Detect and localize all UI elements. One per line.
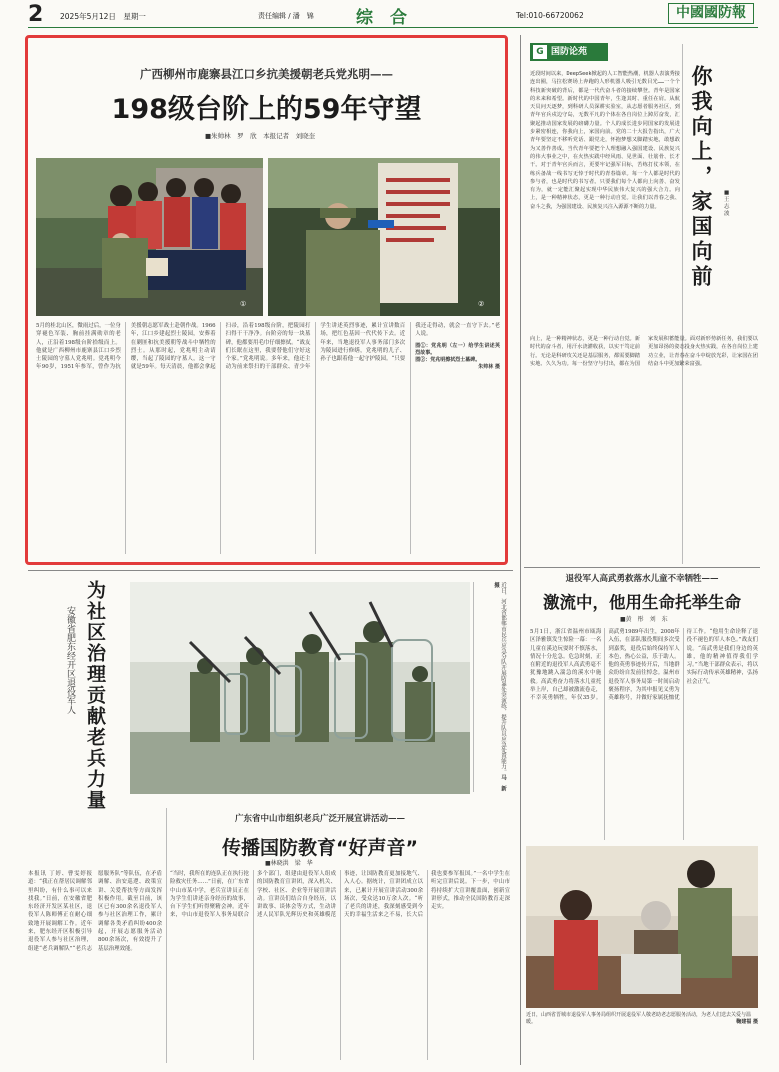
header-rule bbox=[28, 27, 758, 28]
commentary-badge bbox=[530, 43, 608, 61]
community-subtitle: 安徽省肥东经开区退役军人 bbox=[65, 606, 75, 714]
rescue-kicker: 退役军人高武勇救落水儿童不幸牺牲—— bbox=[565, 574, 719, 584]
drill-photo-caption-rule bbox=[473, 582, 474, 792]
lead-photo-2 bbox=[268, 158, 500, 316]
lead-headline: 198级台阶上的59年守望 bbox=[111, 94, 422, 125]
zhongshan-byline: ■林晓洪 梁 华 bbox=[265, 860, 313, 867]
rescue-byline: ■黄 彤 刘 东 bbox=[620, 616, 668, 623]
photo-number-2: ② bbox=[478, 300, 485, 308]
commentary-badge-label: 国防论苑 bbox=[551, 47, 588, 57]
community-col-rule bbox=[166, 808, 167, 1063]
commentary-body-col1 bbox=[530, 70, 680, 330]
lead-body bbox=[36, 322, 500, 554]
newspaper-masthead: 中國國防報 bbox=[668, 3, 754, 24]
volunteer-photo-credit: 鞠建福 摄 bbox=[736, 1019, 758, 1025]
zhongshan-body-text: “当时，我所在的连队正在执行抢险救灾任务……”日前，在广东省中山市某中学，老兵宣讲员正在为学生们讲述亲身经历的故事，台下学生们听得聚精会神。近年来，中山市退役军人事务局联合多个部门，组建由退役军人组成的国防教育宣讲团，深入机关、学校、社区、企业等开展宣讲活动。宣讲员们结合自身经历，以讲故事、谈体会等方式，生动讲述人民军队光辉历史和英雄模范事迹，让国防教育更加接地气、入人心。据统计，宣讲团成立以来，已累计开展宣讲活动300余场次，受众达10万余人次。“听了老兵的讲述，我深刻感受到今天的幸福生活来之不易，长大后我也要参军报国。”一名中学生在听完宣讲后说。下一步，中山市将持续扩大宣讲覆盖面，创新宣讲形式，推动全民国防教育走深走实。 bbox=[170, 871, 510, 919]
drill-photo-credit: 马 新 摄 bbox=[493, 582, 506, 791]
lead-photo1-caption: 图①：党兆明（左一）给学生讲述英烈故事。 bbox=[415, 342, 500, 356]
lead-kicker: 广西柳州市鹿寨县江口乡抗美援朝老兵党兆明—— bbox=[140, 67, 393, 81]
lead-photo2-caption: 图②：党兆明擦拭烈士墓碑。 bbox=[415, 356, 481, 363]
editor-phone: Tel:010-66720062 bbox=[516, 11, 584, 20]
volunteer-photo-caption bbox=[526, 1012, 758, 1052]
community-body-text: 本报讯 丁婷、曹雯婷报道：“我正在帮居民调解邻里纠纷，有什么事可以来找我。”日前，在安徽省肥东经济开发区某社区，退役军人陈师傅正在耐心细致地开展调解工作。近年来，肥东经开区积极引导退役军人参与社区治理，组建“老兵调解队”“老兵志愿服务队”等队伍，在矛盾调解、治安巡逻、政策宣讲、关爱帮扶等方面发挥积极作用。截至目前，该区已有300余名退役军人参与社区治理工作，累计调解各类矛盾纠纷400余起，开展志愿服务活动800余场次，有效提升了基层治理效能。 bbox=[28, 871, 162, 952]
section-rule-mid bbox=[28, 570, 513, 571]
commentary-body-lower: 向上，是一种精神状态，更是一种行动自觉。新时代的奋斗者，用汗水浇灌收获，以实干笃定前行。无论是科研攻关还是基层服务，都需要脚踏实地、久久为功。每一份坚守与付出，都在为国家发展积蓄能量。面对新形势新任务，我们要以更加昂扬的姿态投身火热实践，在各自岗位上建功立业，让青春在奋斗中绽放光彩，让家国在团结奋斗中更加繁荣富强。 bbox=[530, 336, 758, 367]
rescue-rule bbox=[524, 567, 760, 568]
zhongshan-headline: 传播国防教育“好声音” bbox=[222, 837, 418, 859]
badge-logo-icon: G bbox=[533, 45, 547, 59]
lead-body-text: 5月的桂北山区，微雨过后，一位身穿褪色军装、胸前挂满勋章的老人，正沿着198级台阶拾级而上。他就是广西柳州市鹿寨县江口乡烈士陵园的守墓人党兆明。党兆明今年90岁，1951年参军，曾作为抗美援朝志愿军战士赴朝作战。1966年，江口乡建起烈士陵园，安葬着在剿匪和抗美援朝等战斗中牺牲的烈士。从那时起，党兆明主动请缨，当起了陵园的守墓人，这一守就是59年。每天清晨，他都会拿起扫帚，沿着198级台阶，把陵园打扫得干干净净。台阶旁的每一块墓碑，他都要用毛巾仔细擦拭。“战友们长眠在这里，我要替他们守好这个家。”党兆明说。多年来，他还主动为前来祭扫的干部群众、青少年学生讲述英烈事迹，累计宣讲数百场，把红色基因一代代传下去。近年来，当地退役军人事务部门多次为陵园进行修缮，党兆明的儿子、孙子也跟着他一起守护陵园。“只要我还走得动，就会一直守下去。”老人说。 bbox=[36, 323, 500, 371]
issue-date: 2025年5月12日 星期一 bbox=[60, 12, 146, 21]
zhongshan-kicker: 广东省中山市组织老兵广泛开展宣讲活动—— bbox=[234, 814, 405, 824]
commentary-title: 你我向上，家国向前 bbox=[689, 65, 713, 290]
rescue-body-text: 5月1日，浙江省温州市瓯海区泽雅镇发生惊险一幕：一名儿童在溪边玩耍时不慎落水，情况十分危急。危急时刻，正在附近的退役军人高武勇毫不犹豫地跳入湍急的溪水中施救。高武勇奋力将落水儿童托举上岸，自己却被激流卷走，不幸英勇牺牲，年仅35岁。高武勇1989年出生，2008年入伍，在部队服役期间多次受到嘉奖，退役后始终保持军人本色，热心公益，乐于助人。他的英勇事迹传开后，当地群众纷纷自发前往悼念。温州市退役军人事务局第一时间启动褒扬程序，为其申报见义勇为英雄称号，并做好家属抚恤优待工作。“他用生命诠释了退役不褪色的军人本色。”战友们说。“高武勇是我们身边的英雄，他的精神值得我们学习。”当地干部群众表示，将以实际行动传承英雄精神，弘扬社会正气。 bbox=[530, 629, 758, 702]
photo-number-1: ① bbox=[240, 300, 247, 308]
page-editors: 责任编辑 / 潘 锦 bbox=[258, 12, 314, 20]
community-body bbox=[28, 870, 162, 1060]
volunteer-caption-text: 近日，山西省晋城市退役军人事务局组织开展退役军人敬老助老志愿服务活动，为老人们送去关爱与温暖。 bbox=[526, 1012, 752, 1025]
lead-byline: ■朱帅林 罗 欣 本报记者 刘晓奎 bbox=[205, 132, 316, 140]
commentary-author: ■王志波 bbox=[724, 190, 730, 217]
community-title: 为社区治理贡献老兵力量 bbox=[84, 580, 106, 811]
commentary-body: 近段时间以来，DeepSeek掀起的人工智能热潮，机器人表演秀接连出圈，马拉松赛场上奔跑的人形机器人吸引无数目光……一个个科技新突破的背后，都是一代代奋斗者的接续攀登。青年是国家的未来和希望。新时代的中国青年，生逢其时、重任在肩。从航天员问天逐梦，到科研人员深耕实验室，从志愿者服务社区，到青年官兵戍边守岛，无数平凡的个体在各自岗位上踔厉奋发，汇聚起推动国家发展的磅礴力量。个人的成长进步同国家的发展进步紧密相连，你我向上，家国向前。党的二十大报告指出，广大青年要坚定不移听党话、跟党走，怀抱梦想又脚踏实地，敢想敢为又善作善成。当代青年要把个人理想融入强国建设、民族复兴的伟大事业之中，在火热实践中经风雨、见世面、壮筋骨、长才干。对于青年官兵而言，更要牢记强军目标，苦练打仗本领，在练兵备战一线书写无悻于时代的青春篇章。每一个人都是时代的参与者，也是时代的书写者。只要我们每个人都向上向善、奋发有为，就一定能汇聚起实现中华民族伟大复兴的强大合力。向上，是一种精神状态，更是一种行动自觉。让我们以青春之我、奋斗之我，为强国建设、民族复兴注入源源不断的力量。 bbox=[530, 71, 680, 210]
drill-caption-text: 近日，河北省邯郸市民兵应急分队开展防暴处突演练，提升队员应急处置能力。 bbox=[500, 582, 506, 775]
drill-photo-caption bbox=[476, 582, 506, 792]
right-col-rule bbox=[520, 35, 521, 1065]
page-header bbox=[0, 0, 779, 30]
rescue-body bbox=[530, 628, 758, 840]
drill-photo bbox=[130, 582, 470, 794]
rescue-headline: 激流中，他用生命托举生命 bbox=[543, 593, 741, 612]
section-title: 综 合 bbox=[356, 8, 407, 28]
zhongshan-body bbox=[170, 870, 510, 1060]
page-number: 2 bbox=[28, 2, 44, 27]
lead-photo-credit: 朱帅林 摄 bbox=[478, 363, 500, 370]
lead-photo-1 bbox=[36, 158, 263, 316]
volunteer-photo bbox=[526, 846, 758, 1008]
